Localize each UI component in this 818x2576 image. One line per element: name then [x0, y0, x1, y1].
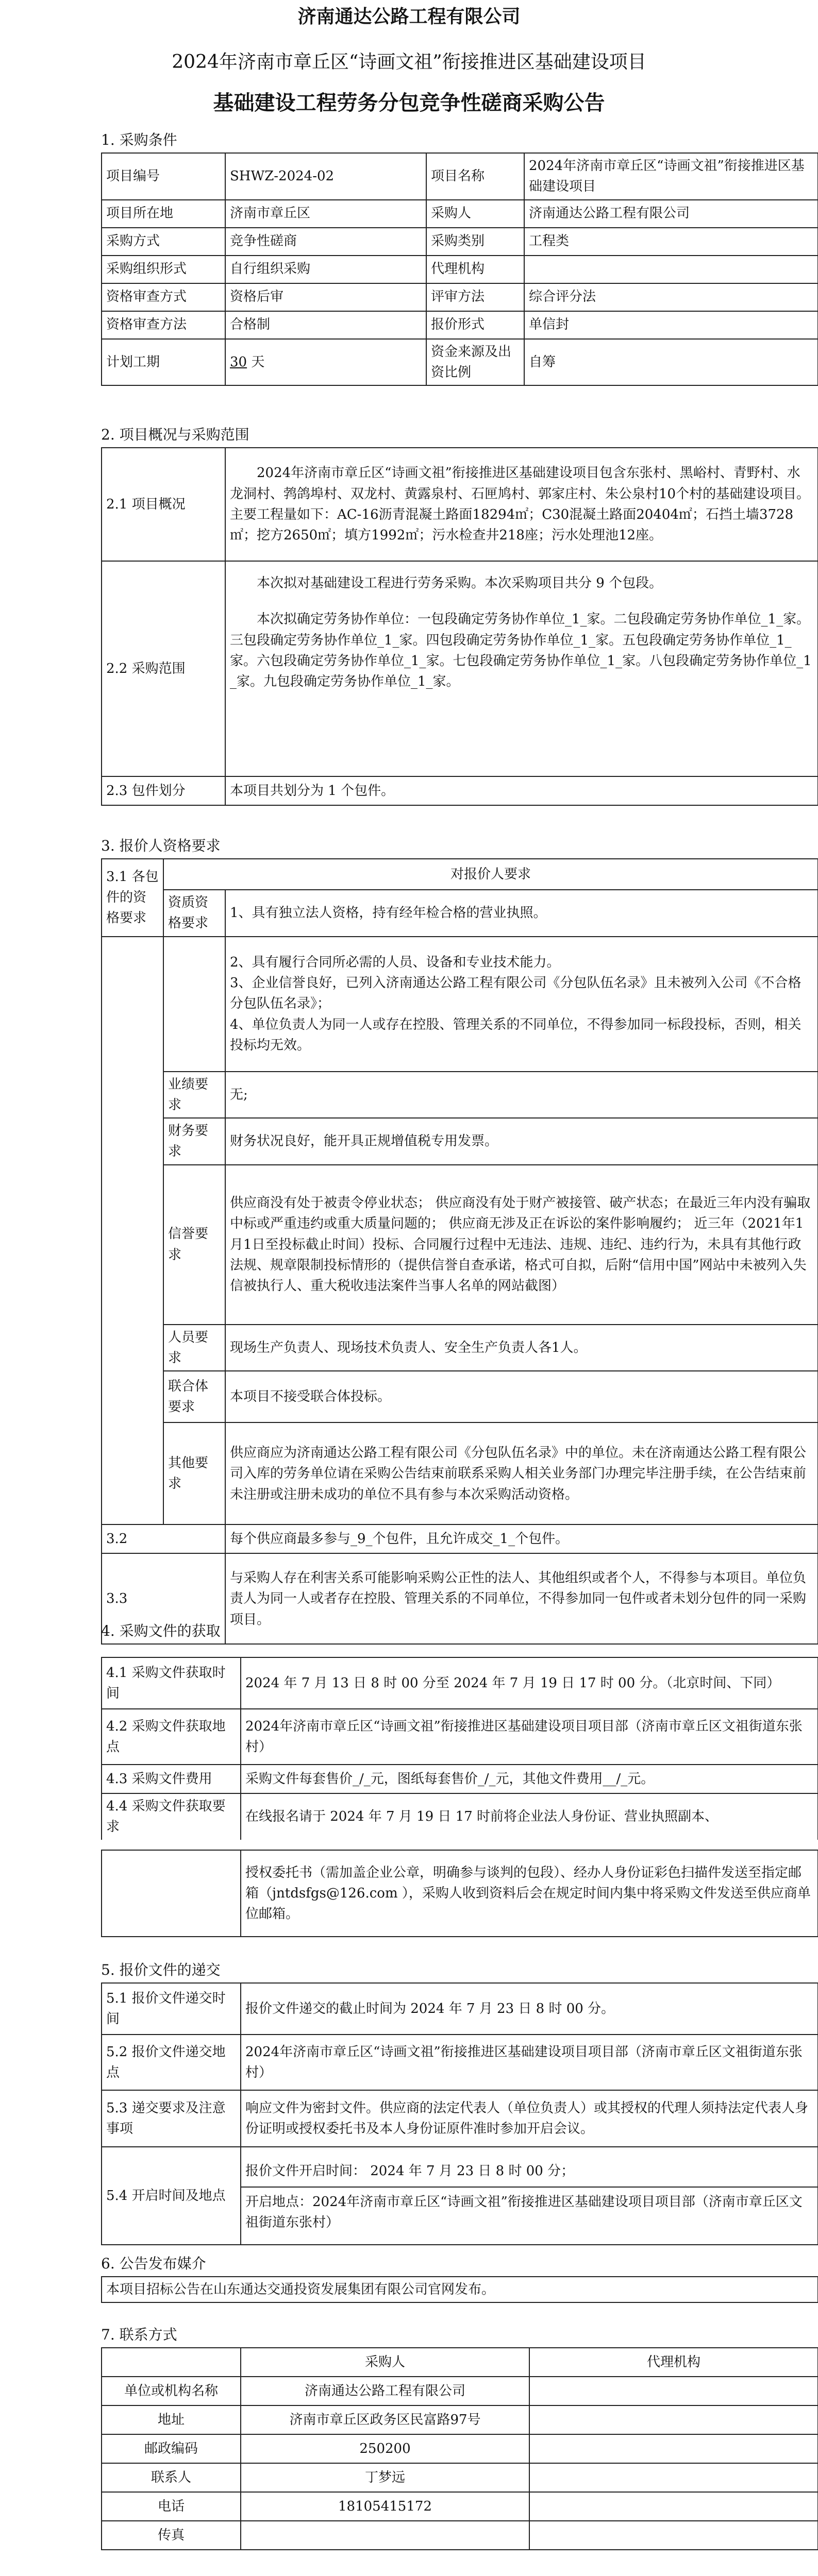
- contact-row-5-cell-1: [241, 2521, 529, 2550]
- acq-time-label: 4.1 采购文件获取时间: [102, 1657, 241, 1709]
- acq-req-label: 4.4 采购文件获取要求: [102, 1793, 241, 1840]
- fund-value: 自筹: [524, 339, 818, 386]
- sub-place-text: 2024年济南市章丘区“诗画文祖”衔接推进区基础建设项目项目部（济南市章丘区文祖街道东张村）: [241, 2035, 818, 2090]
- qual-sub-text-2: 2、具有履行合同所必需的人员、设备和专业技术能力。 3、企业信誉良好，已列入济南通达公路工程有限公司《分包队伍名录》且未被列入公司《不合格分包队伍名录》； 4、单位负责人为同一人或存在控股、管理关系的不同单位，不得参加同一标段投标，否则，相关投标均无效。: [225, 937, 818, 1072]
- contact-row-4-cell-1: 18105415172: [241, 2492, 529, 2521]
- s1-row-3-cell-3: [524, 256, 818, 283]
- acq-req-text-2: 授权委托书（需加盖企业公章，明确参与谈判的包段）、经办人身份证彩色扫描件发送至指定邮箱（jntdsfgs@126.com ），采购人收到资料后会在规定时间内集中将采购文件发送至供应商单位邮箱。: [241, 1850, 818, 1937]
- perf-label: 业绩要求: [163, 1072, 225, 1118]
- qual-sub-label: 资质资格要求: [163, 890, 225, 937]
- s1-row-0-cell-1: SHWZ-2024-02: [225, 153, 426, 200]
- s1-row-5-cell-3: 单信封: [524, 311, 818, 339]
- contact-row-0-cell-1: 济南通达公路工程有限公司: [241, 2377, 529, 2405]
- s1-row-2-cell-1: 竞争性磋商: [225, 228, 426, 256]
- s1-row-3-cell-0: 采购组织形式: [102, 256, 225, 283]
- s1-row-1-cell-3: 济南通达公路工程有限公司: [524, 200, 818, 228]
- media-text: 本项目招标公告在山东通达交通投资发展集团有限公司官网发布。: [102, 2277, 818, 2302]
- other-text: 供应商应为济南通达公路工程有限公司《分包队伍名录》中的单位。未在济南通达公路工程有限公司入库的劳务单位请在采购公告结束前联系采购人相关业务部门办理完毕注册手续，在公告结束前未注册或注册未成功的单位不具有参与本次采购活动资格。: [225, 1422, 818, 1524]
- qual-sub-text-1: 1、具有独立法人资格，持有经年检合格的营业执照。: [225, 890, 818, 937]
- package-text: 本项目共划分为 1 个包件。: [225, 776, 818, 805]
- scope-label: 2.2 采购范围: [102, 561, 225, 776]
- s1-row-2-cell-2: 采购类别: [426, 228, 524, 256]
- acq-fee-label: 4.3 采购文件费用: [102, 1765, 241, 1793]
- staff-text: 现场生产负责人、现场技术负责人、安全生产负责人各1人。: [225, 1325, 818, 1371]
- other-label: 其他要求: [163, 1422, 225, 1524]
- document-acquisition-table-cont: [101, 1850, 818, 1937]
- open-label: 5.4 开启时间及地点: [102, 2147, 241, 2245]
- fund-label: 资金来源及出资比例: [426, 339, 524, 386]
- scope-paragraph-1: 本次拟对基础建设工程进行劳务采购。本次采购项目共分 9 个包段。: [257, 575, 663, 591]
- contact-row-0-cell-2: [529, 2377, 818, 2405]
- s1-row-0-cell-2: 项目名称: [426, 153, 524, 200]
- project-title: 2024年济南市章丘区“诗画文祖”衔接推进区基础建设项目: [172, 52, 646, 73]
- s1-row-2-cell-0: 采购方式: [102, 228, 225, 256]
- procurement-conditions-table: [101, 152, 818, 386]
- contact-row-1-cell-1: 济南市章丘区政务区民富路97号: [241, 2405, 529, 2434]
- r33-label: 3.3: [102, 1553, 225, 1644]
- s1-row-4-cell-0: 资格审查方式: [102, 283, 225, 311]
- contact-row-2-cell-0: 邮政编码: [102, 2434, 241, 2463]
- media-table: [101, 2276, 818, 2303]
- contact-col-buyer: 采购人: [241, 2348, 529, 2377]
- s1-row-5-cell-1: 合格制: [225, 311, 426, 339]
- package-label: 2.3 包件划分: [102, 776, 225, 805]
- scope-paragraph-2: 本次拟确定劳务协作单位：一包段确定劳务协作单位_1_家。二包段确定劳务协作单位_1_家。三包段确定劳务协作单位_1_家。四包段确定劳务协作单位_1_家。五包段确定劳务协作单位_1_家。六包段确定劳务协作单位_1_家。七包段确定劳务协作单位_1_家。八包段确定劳务协作单位_1_家。九包段确定劳务协作单位_1_家。: [230, 612, 812, 690]
- cred-label: 信誉要求: [163, 1165, 225, 1325]
- duration-value: [225, 339, 426, 386]
- s1-row-1-cell-1: 济南市章丘区: [225, 200, 426, 228]
- open-place-text: 开启地点：2024年济南市章丘区“诗画文祖”衔接推进区基础建设项目项目部（济南市章丘区文祖街道东张村）: [245, 2194, 803, 2231]
- project-overview-table: [101, 447, 818, 806]
- acq-place-label: 4.2 采购文件获取地点: [102, 1709, 241, 1765]
- acq-time-text: 2024 年 7 月 13 日 8 时 00 分至 2024 年 7 月 19 日 17 时 00 分。（北京时间、下同）: [241, 1657, 818, 1709]
- s1-row-0-cell-0: 项目编号: [102, 153, 225, 200]
- overview-label: 2.1 项目概况: [102, 448, 225, 561]
- contact-row-5-cell-0: 传真: [102, 2521, 241, 2550]
- contact-col-agency: 代理机构: [529, 2348, 818, 2377]
- duration-number: 30: [230, 354, 247, 370]
- sub-req-label: 5.3 递交要求及注意事项: [102, 2090, 241, 2147]
- s1-row-0-cell-3: 2024年济南市章丘区“诗画文祖”衔接推进区基础建设项目: [524, 153, 818, 200]
- fin-text: 财务状况良好，能开具正规增值税专用发票。: [225, 1118, 818, 1165]
- s1-row-1-cell-0: 项目所在地: [102, 200, 225, 228]
- contact-row-2-cell-1: 250200: [241, 2434, 529, 2463]
- section-6-heading: 6. 公告发布媒介: [101, 2255, 206, 2272]
- joint-text: 本项目不接受联合体投标。: [225, 1371, 818, 1422]
- contact-row-3-cell-2: [529, 2463, 818, 2492]
- perf-text: 无;: [225, 1072, 818, 1118]
- acq-fee-text: 采购文件每套售价_/_元，图纸每套售价_/_元，其他文件费用__/_元。: [241, 1765, 818, 1793]
- contact-row-2-cell-2: [529, 2434, 818, 2463]
- cred-text: 供应商没有处于被责令停业状态； 供应商没有处于财产被接管、破产状态；在最近三年内没有骗取中标或严重违约或重大质量问题的； 供应商无涉及正在诉讼的案件影响履约； 近三年（2021年1月1日至投标截止时间）投标、合同履行过程中无违法、违规、违纪、违约行为，未具有其他行政法规、规章限制投标情形的（提供信誉自查承诺，格式可自拟，后附“信用中国”网站中未被列入失信被执行人、重大税收违法案件当事人名单的网站截图）: [225, 1165, 818, 1325]
- fin-label: 财务要求: [163, 1118, 225, 1165]
- s1-row-5-cell-2: 报价形式: [426, 311, 524, 339]
- s1-row-4-cell-2: 评审方法: [426, 283, 524, 311]
- acq-req-text-1: 在线报名请于 2024 年 7 月 19 日 17 时前将企业法人身份证、营业执照副本、: [241, 1793, 818, 1840]
- s1-row-3-cell-2: 代理机构: [426, 256, 524, 283]
- section-4-heading: 4. 采购文件的获取: [101, 1622, 221, 1639]
- company-title: 济南通达公路工程有限公司: [297, 6, 521, 27]
- contact-row-1-cell-2: [529, 2405, 818, 2434]
- s1-row-1-cell-2: 采购人: [426, 200, 524, 228]
- contact-table: [101, 2347, 818, 2550]
- r32-text: 每个供应商最多参与_9_个包件，且允许成交_1_个包件。: [225, 1524, 818, 1553]
- s1-row-4-cell-3: 综合评分法: [524, 283, 818, 311]
- staff-label: 人员要求: [163, 1325, 225, 1371]
- contact-row-5-cell-2: [529, 2521, 818, 2550]
- document-acquisition-table: [101, 1657, 818, 1840]
- notice-title: 基础建设工程劳务分包竞争性磋商采购公告: [213, 91, 605, 115]
- s1-row-3-cell-1: 自行组织采购: [225, 256, 426, 283]
- sub-time-text: 报价文件递交的截止时间为 2024 年 7 月 23 日 8 时 00 分。: [241, 1983, 818, 2035]
- contact-row-0-cell-0: 单位或机构名称: [102, 2377, 241, 2405]
- acq-place-text: 2024年济南市章丘区“诗画文祖”衔接推进区基础建设项目项目部（济南市章丘区文祖街道东张村）: [241, 1709, 818, 1765]
- qual-packages-label: 3.1 各包件的资格要求: [102, 859, 163, 937]
- sub-req-text: 响应文件为密封文件。供应商的法定代表人（单位负责人）或其授权的代理人须持法定代表人身份证明或授权委托书及本人身份证原件准时参加开启会议。: [241, 2090, 818, 2147]
- qualification-table: [101, 858, 818, 1645]
- s1-row-2-cell-3: 工程类: [524, 228, 818, 256]
- open-time-text: 报价文件开启时间： 2024 年 7 月 23 日 8 时 00 分；: [241, 2159, 817, 2188]
- section-1-heading: 1. 采购条件: [101, 131, 177, 148]
- section-5-heading: 5. 报价文件的递交: [101, 1961, 221, 1978]
- joint-label: 联合体要求: [163, 1371, 225, 1422]
- s1-row-5-cell-0: 资格审查方法: [102, 311, 225, 339]
- s1-row-4-cell-1: 资格后审: [225, 283, 426, 311]
- duration-unit: 天: [251, 354, 265, 370]
- sub-place-label: 5.2 报价文件递交地点: [102, 2035, 241, 2090]
- qual-header: 对报价人要求: [163, 859, 818, 890]
- contact-row-3-cell-1: 丁梦远: [241, 2463, 529, 2492]
- contact-row-4-cell-0: 电话: [102, 2492, 241, 2521]
- contact-row-4-cell-2: [529, 2492, 818, 2521]
- section-3-heading: 3. 报价人资格要求: [101, 837, 221, 854]
- r32-label: 3.2: [102, 1524, 225, 1553]
- section-2-heading: 2. 项目概况与采购范围: [101, 426, 249, 443]
- duration-label: 计划工期: [102, 339, 225, 386]
- section-7-heading: 7. 联系方式: [101, 2326, 177, 2343]
- open-cell: [241, 2147, 818, 2245]
- r33-text: 与采购人存在利害关系可能影响采购公正性的法人、其他组织或者个人，不得参与本项目。单位负责人为同一人或者存在控股、管理关系的不同单位，不得参加同一包件或者未划分包件的同一采购项目。: [225, 1553, 818, 1644]
- submission-table: [101, 1982, 818, 2245]
- scope-cell: [225, 561, 818, 776]
- contact-row-3-cell-0: 联系人: [102, 2463, 241, 2492]
- overview-text: 2024年济南市章丘区“诗画文祖”衔接推进区基础建设项目包含东张村、黑峪村、青野村、水龙洞村、鹁鸽埠村、双龙村、黄露泉村、石匣鸠村、郭家庄村、朱公泉村10个村的基础建设项目。主要工程量如下：AC-16沥青混凝土路面18294㎡；C30混凝土路面20404㎡；石挡土墙3728㎡；挖方2650㎡；填方1992㎡；污水检查井218座；污水处理池12座。: [225, 448, 818, 561]
- sub-time-label: 5.1 报价文件递交时间: [102, 1983, 241, 2035]
- contact-row-1-cell-0: 地址: [102, 2405, 241, 2434]
